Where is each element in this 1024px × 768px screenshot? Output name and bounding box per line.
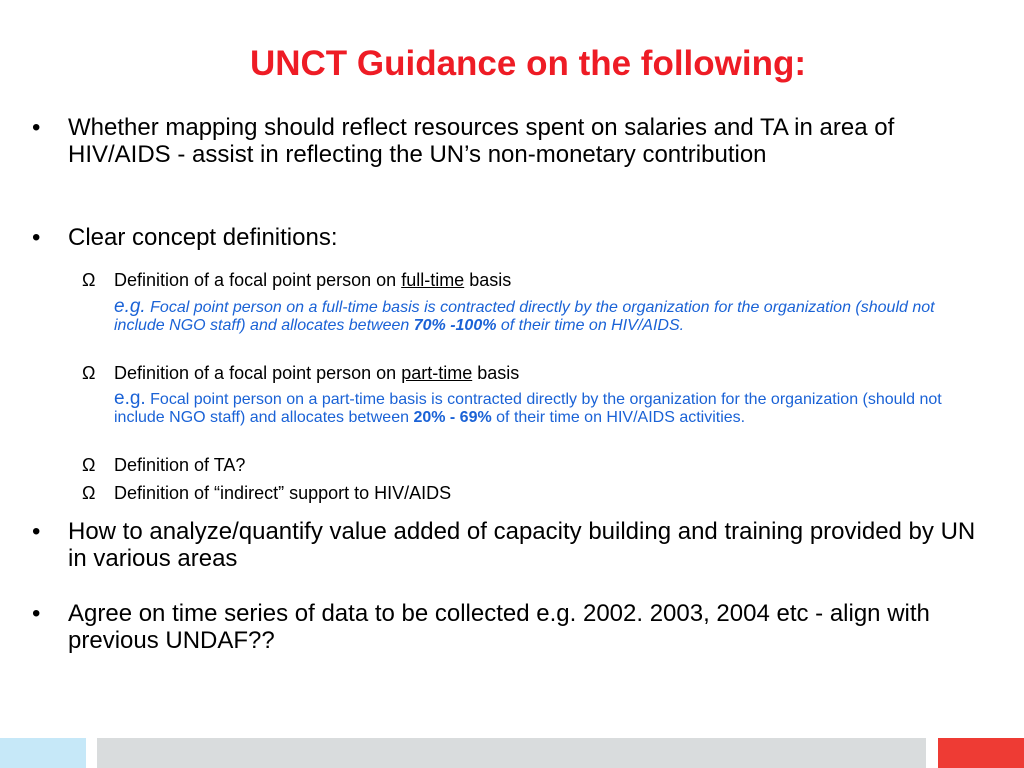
slide-title: UNCT Guidance on the following: [249,44,807,83]
omega-marker: Ω [82,455,96,475]
bullet-dot: • [32,224,41,251]
bullet-item [32,600,982,654]
bullet-dot: • [32,114,41,141]
definition-item [82,483,962,503]
bullet-text: Clear concept definitions: [68,224,338,251]
percentage-range: 20% - 69% [413,409,492,426]
footer-bar-left [0,738,86,768]
footer-bar-right [938,738,1024,768]
bullet-text: Whether mapping should reflect resources spent on salaries and TA in area of HIV/AIDS - assist in reflecting the UN’s non-monetary contribution [68,114,895,168]
definition-text: Definition of TA? [114,455,246,475]
definition-text: Definition of a focal point person on full-time basis [114,270,512,290]
definition-item [82,270,962,290]
definition-text: Definition of a focal point person on part-time basis [114,363,520,383]
omega-marker: Ω [82,483,96,503]
bullet-text: How to analyze/quantify value added of capacity building and training provided by UN in various areas [68,518,976,572]
underlined-term: full-time [401,270,465,290]
bullet-item [32,114,982,168]
omega-marker: Ω [82,363,96,383]
definition-example: e.g. Focal point person on a full-time basis is contracted directly by the organization for the organization (should not include NGO staff) and allocates between 70% -100% of their time on HIV/AIDS. [114,296,935,334]
underlined-term: part-time [401,363,473,383]
definition-item [82,455,962,475]
example-lead: e.g. [114,296,146,317]
bullet-dot: • [32,600,41,627]
bullet-dot: • [32,518,41,545]
definition-example: e.g. Focal point person on a part-time basis is contracted directly by the organization for the organization (should not include NGO staff) and allocates between 20% - 69% of their time on HIV/AIDS activities. [114,388,942,426]
bullet-text: Agree on time series of data to be collected e.g. 2002. 2003, 2004 etc - align with previous UNDAF?? [68,600,930,654]
footer-bar-middle [97,738,926,768]
definition-text: Definition of “indirect” support to HIV/AIDS [114,483,452,503]
example-lead: e.g. [114,388,146,409]
omega-marker: Ω [82,270,96,290]
percentage-range: 70% -100% [413,317,497,334]
bullet-item [32,224,982,251]
bullet-item [32,518,982,572]
definition-item [82,363,962,383]
